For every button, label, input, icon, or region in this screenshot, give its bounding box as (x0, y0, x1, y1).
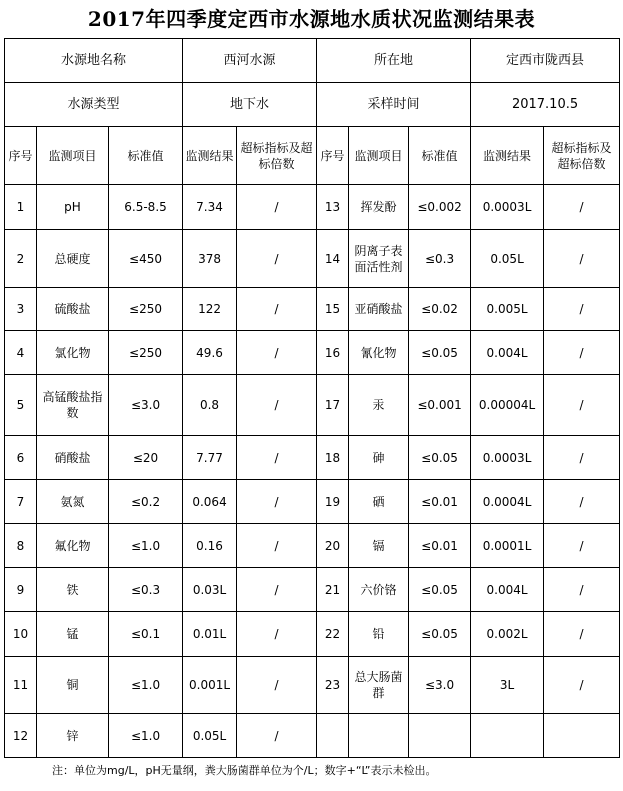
seq-cell: 7 (5, 480, 37, 524)
item-cell: 氨氮 (37, 480, 109, 524)
item-cell: 高锰酸盐指数 (37, 375, 109, 436)
standard-cell (409, 714, 471, 758)
seq-cell: 16 (317, 331, 349, 375)
result-cell: 0.00004L (471, 375, 544, 436)
standard-cell: ≤0.01 (409, 480, 471, 524)
item-cell: 挥发酚 (349, 185, 409, 230)
standard-cell: ≤0.3 (409, 230, 471, 288)
info-row-2 (5, 83, 620, 127)
exceed-cell: / (544, 612, 620, 657)
header-seq: 序号 (317, 127, 349, 185)
header-row (5, 127, 620, 185)
table-row (5, 714, 620, 758)
exceed-cell: / (237, 568, 317, 612)
standard-cell: ≤0.05 (409, 436, 471, 480)
exceed-cell: / (544, 480, 620, 524)
exceed-cell: / (544, 568, 620, 612)
table-row (5, 568, 620, 612)
standard-cell: ≤0.05 (409, 612, 471, 657)
item-cell (349, 714, 409, 758)
item-cell: 总大肠菌群 (349, 657, 409, 714)
page-title: 2017年四季度定西市水源地水质状况监测结果表 (87, 7, 536, 31)
seq-cell (317, 714, 349, 758)
exceed-cell: / (237, 480, 317, 524)
exceed-cell: / (237, 375, 317, 436)
exceed-cell: / (237, 230, 317, 288)
result-cell (471, 714, 544, 758)
item-cell: 硒 (349, 480, 409, 524)
table-row (5, 288, 620, 331)
standard-cell: ≤0.02 (409, 288, 471, 331)
header-item: 监测项目 (37, 127, 109, 185)
standard-cell: ≤1.0 (109, 714, 183, 758)
seq-cell: 23 (317, 657, 349, 714)
water-quality-table (4, 38, 620, 758)
table-row (5, 375, 620, 436)
seq-cell: 14 (317, 230, 349, 288)
result-cell: 0.0003L (471, 436, 544, 480)
header-result: 监测结果 (183, 127, 237, 185)
result-cell: 0.064 (183, 480, 237, 524)
seq-cell: 18 (317, 436, 349, 480)
exceed-cell: / (544, 185, 620, 230)
exceed-cell: / (237, 714, 317, 758)
table-row (5, 436, 620, 480)
table-footnote: 注：单位为mg/L，pH无量纲，粪大肠菌群单位为个/L；数字+“L”表示未检出。 (52, 764, 437, 777)
exceed-cell: / (237, 288, 317, 331)
item-cell: 锰 (37, 612, 109, 657)
result-cell: 7.77 (183, 436, 237, 480)
item-cell: 汞 (349, 375, 409, 436)
item-cell: 亚硝酸盐 (349, 288, 409, 331)
result-cell: 7.34 (183, 185, 237, 230)
standard-cell: ≤3.0 (409, 657, 471, 714)
standard-cell: ≤450 (109, 230, 183, 288)
result-cell: 0.05L (183, 714, 237, 758)
exceed-cell: / (544, 331, 620, 375)
table-row (5, 230, 620, 288)
header-exceed: 超标指标及超标倍数 (237, 127, 317, 185)
table-row (5, 480, 620, 524)
result-cell: 0.002L (471, 612, 544, 657)
header-result: 监测结果 (471, 127, 544, 185)
standard-cell: ≤0.01 (409, 524, 471, 568)
header-item: 监测项目 (349, 127, 409, 185)
item-cell: 氰化物 (349, 331, 409, 375)
exceed-cell: / (544, 288, 620, 331)
exceed-cell: / (544, 657, 620, 714)
source-type-value: 地下水 (183, 83, 317, 127)
result-cell: 0.16 (183, 524, 237, 568)
sample-time-value: 2017.10.5 (471, 83, 620, 127)
result-cell: 0.004L (471, 568, 544, 612)
table-row (5, 612, 620, 657)
table-row (5, 331, 620, 375)
result-cell: 0.005L (471, 288, 544, 331)
item-cell: 铜 (37, 657, 109, 714)
result-cell: 0.05L (471, 230, 544, 288)
item-cell: 硝酸盐 (37, 436, 109, 480)
exceed-cell: / (544, 524, 620, 568)
header-standard: 标准值 (409, 127, 471, 185)
standard-cell: ≤0.3 (109, 568, 183, 612)
standard-cell: 6.5-8.5 (109, 185, 183, 230)
seq-cell: 3 (5, 288, 37, 331)
seq-cell: 12 (5, 714, 37, 758)
result-cell: 378 (183, 230, 237, 288)
standard-cell: ≤0.001 (409, 375, 471, 436)
header-exceed: 超标指标及超标倍数 (544, 127, 620, 185)
item-cell: 砷 (349, 436, 409, 480)
result-cell: 122 (183, 288, 237, 331)
seq-cell: 17 (317, 375, 349, 436)
result-cell: 0.0004L (471, 480, 544, 524)
seq-cell: 9 (5, 568, 37, 612)
item-cell: 铅 (349, 612, 409, 657)
seq-cell: 4 (5, 331, 37, 375)
result-cell: 0.03L (183, 568, 237, 612)
source-name-value: 西河水源 (183, 39, 317, 83)
seq-cell: 10 (5, 612, 37, 657)
seq-cell: 15 (317, 288, 349, 331)
result-cell: 0.8 (183, 375, 237, 436)
seq-cell: 19 (317, 480, 349, 524)
standard-cell: ≤3.0 (109, 375, 183, 436)
exceed-cell: / (544, 436, 620, 480)
item-cell: 六价铬 (349, 568, 409, 612)
result-cell: 0.0003L (471, 185, 544, 230)
standard-cell: ≤0.05 (409, 568, 471, 612)
item-cell: 总硬度 (37, 230, 109, 288)
item-cell: 氯化物 (37, 331, 109, 375)
result-cell: 49.6 (183, 331, 237, 375)
result-cell: 0.001L (183, 657, 237, 714)
standard-cell: ≤1.0 (109, 657, 183, 714)
sample-time-label: 采样时间 (317, 83, 471, 127)
seq-cell: 11 (5, 657, 37, 714)
standard-cell: ≤20 (109, 436, 183, 480)
seq-cell: 2 (5, 230, 37, 288)
exceed-cell: / (237, 185, 317, 230)
exceed-cell: / (544, 230, 620, 288)
item-cell: 锌 (37, 714, 109, 758)
location-value: 定西市陇西县 (471, 39, 620, 83)
item-cell: 硫酸盐 (37, 288, 109, 331)
exceed-cell: / (237, 612, 317, 657)
item-cell: pH (37, 185, 109, 230)
standard-cell: ≤0.05 (409, 331, 471, 375)
result-cell: 0.01L (183, 612, 237, 657)
item-cell: 氟化物 (37, 524, 109, 568)
standard-cell: ≤0.2 (109, 480, 183, 524)
standard-cell: ≤1.0 (109, 524, 183, 568)
seq-cell: 5 (5, 375, 37, 436)
exceed-cell: / (237, 657, 317, 714)
seq-cell: 6 (5, 436, 37, 480)
table-row (5, 657, 620, 714)
item-cell: 铁 (37, 568, 109, 612)
item-cell: 镉 (349, 524, 409, 568)
result-cell: 0.004L (471, 331, 544, 375)
exceed-cell: / (237, 331, 317, 375)
standard-cell: ≤0.002 (409, 185, 471, 230)
seq-cell: 21 (317, 568, 349, 612)
seq-cell: 13 (317, 185, 349, 230)
location-label: 所在地 (317, 39, 471, 83)
table-row (5, 524, 620, 568)
seq-cell: 1 (5, 185, 37, 230)
standard-cell: ≤250 (109, 288, 183, 331)
source-name-label: 水源地名称 (5, 39, 183, 83)
seq-cell: 20 (317, 524, 349, 568)
seq-cell: 8 (5, 524, 37, 568)
seq-cell: 22 (317, 612, 349, 657)
result-cell: 3L (471, 657, 544, 714)
exceed-cell: / (237, 524, 317, 568)
exceed-cell (544, 714, 620, 758)
item-cell: 阴离子表面活性剂 (349, 230, 409, 288)
exceed-cell: / (544, 375, 620, 436)
result-cell: 0.0001L (471, 524, 544, 568)
source-type-label: 水源类型 (5, 83, 183, 127)
info-row-1 (5, 39, 620, 83)
header-seq: 序号 (5, 127, 37, 185)
table-row (5, 185, 620, 230)
exceed-cell: / (237, 436, 317, 480)
standard-cell: ≤0.1 (109, 612, 183, 657)
standard-cell: ≤250 (109, 331, 183, 375)
header-standard: 标准值 (109, 127, 183, 185)
